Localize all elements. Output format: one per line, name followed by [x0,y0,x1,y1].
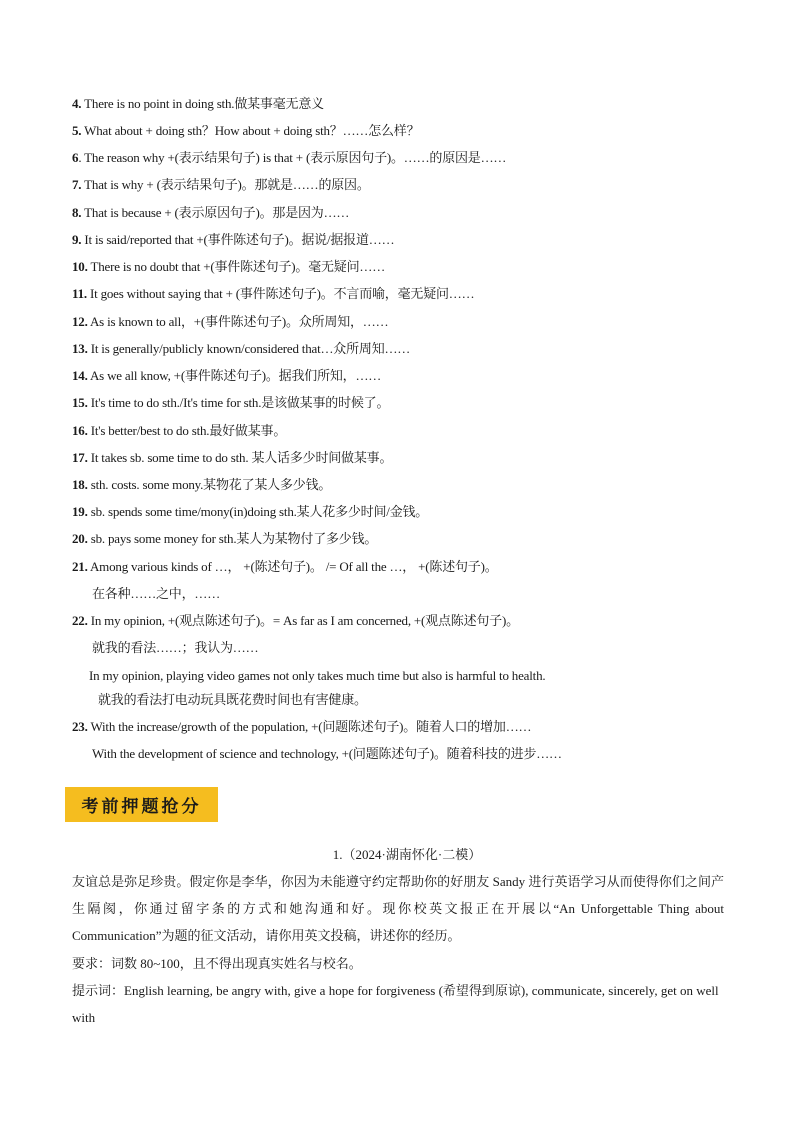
item-20: 20. sb. pays some money for sth.某人为某物付了多少钱。 [72,531,378,546]
item-9: 9. It is said/reported that +(事件陈述句子)。据说/据报道…… [72,232,395,247]
item-5: 5. What about + doing sth？How about + doing sth？……怎么样？ [72,123,420,138]
question-hint: 提示词：English learning, be angry with, give a hope for forgiveness (希望得到原谅), communicate, sincerely, get on well with [72,983,719,1025]
question-body: 友谊总是弥足珍贵。假定你是李华，你因为未能遵守约定帮助你的好朋友 Sandy 进行英语学习从而使得你们之间产生隔阂，你通过留字条的方式和她沟通和好。现你校英文报正在开展以“An Unforgettable Thing about Communication”为题的征文活动，请你用英文投稿，讲述你的经历。 [72,874,724,943]
item-17: 17. It takes sb. some time to do sth. 某人话多少时间做某事。 [72,450,393,465]
item-16: 16. It's better/best to do sth.最好做某事。 [72,423,287,438]
item-23-example: With the development of science and technology, +(问题陈述句子)。随着科技的进步…… [92,746,562,761]
item-22: 22. In my opinion, +(观点陈述句子)。= As far as I am concerned, +(观点陈述句子)。 [72,613,519,628]
item-19: 19. sb. spends some time/mony(in)doing sth.某人花多少时间/金钱。 [72,504,429,519]
question-title: 1.（2024·湖南怀化·二模） [332,847,482,862]
item-12: 12. As is known to all，+(事件陈述句子)。众所周知，…… [72,314,389,329]
item-15: 15. It's time to do sth./It's time for sth.是该做某事的时候了。 [72,395,390,410]
item-7: 7. That is why + (表示结果句子)。那就是……的原因。 [72,177,370,192]
item-10: 10. There is no doubt that +(事件陈述句子)。毫无疑问…… [72,259,385,274]
item-11: 11. It goes without saying that + (事件陈述句子)。不言而喻，毫无疑问…… [72,286,475,301]
item-18: 18. sth. costs. some mony.某物花了某人多少钱。 [72,477,332,492]
question-requirement: 要求：词数 80~100，且不得出现真实姓名与校名。 [72,956,362,971]
item-21-translation: 在各种……之中，…… [92,586,221,601]
item-8: 8. That is because + (表示原因句子)。那是因为…… [72,205,350,220]
section-banner: 考前押题抢分 [65,787,218,822]
item-22-translation: 就我的看法……；我认为…… [92,640,259,655]
item-22-example: In my opinion, playing video games not only takes much time but also is harmful to health. [89,668,546,683]
item-21: 21. Among various kinds of …， +(陈述句子)。 /= Of all the …， +(陈述句子)。 [72,559,498,574]
item-6: 6. The reason why +(表示结果句子) is that + (表示原因句子)。……的原因是…… [72,150,507,165]
item-14: 14. As we all know, +(事件陈述句子)。据我们所知，…… [72,368,382,383]
item-23: 23. With the increase/growth of the population, +(问题陈述句子)。随着人口的增加…… [72,719,532,734]
item-22-example-translation: 就我的看法打电动玩具既花费时间也有害健康。 [98,692,367,707]
item-13: 13. It is generally/publicly known/considered that…众所周知…… [72,341,411,356]
item-4: 4. There is no point in doing sth.做某事毫无意义 [72,96,324,111]
